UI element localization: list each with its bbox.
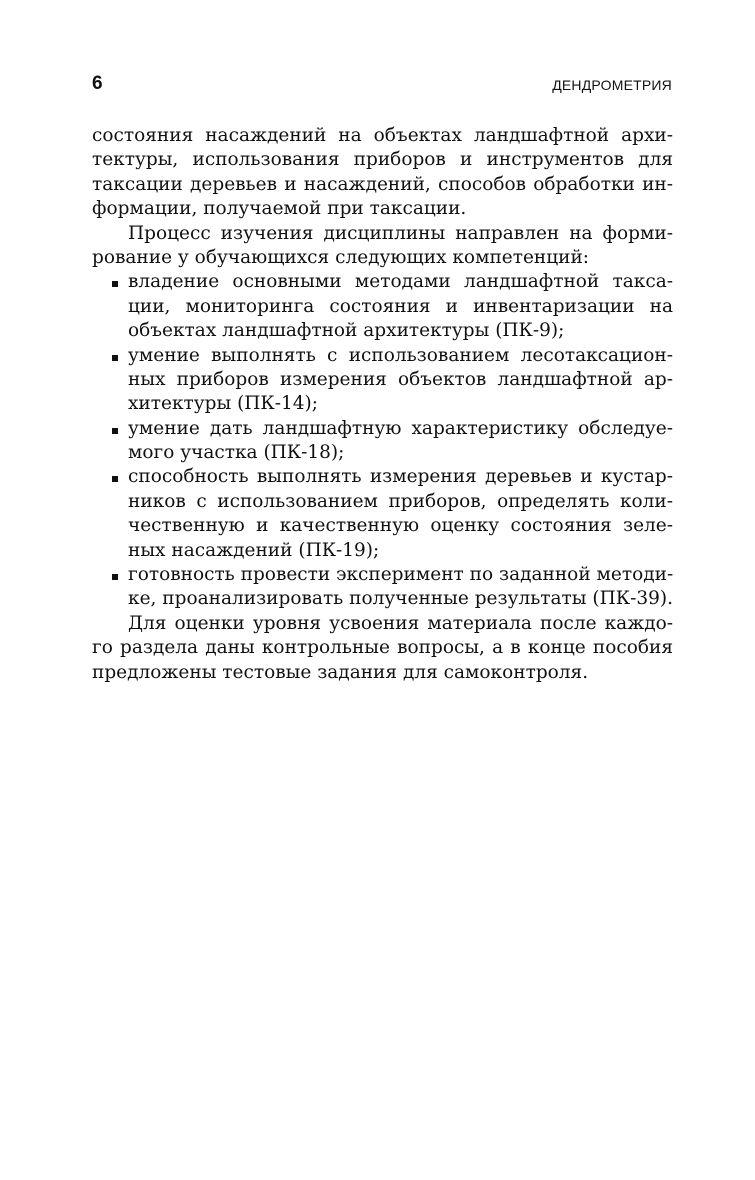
- text-line: рование у обучающихся следующих компетенций:: [92, 246, 590, 268]
- text-line: тектуры, использования приборов и инструментов для: [92, 149, 673, 171]
- text-line: ников с использованием приборов, определять коли-: [128, 490, 673, 512]
- list-item: [92, 563, 673, 612]
- text-line: ции, мониторинга состояния и инвентаризации на: [128, 295, 673, 317]
- text-line: мого участка (ПК-18);: [128, 442, 345, 464]
- bullet-marker: [112, 281, 118, 287]
- text-line: Для оценки уровня усвоения материала после каждо-: [128, 612, 673, 634]
- list-item: [92, 465, 673, 563]
- text-line: го раздела даны контрольные вопросы, а в конце пособия: [92, 637, 673, 659]
- paragraph-competences-intro: [92, 222, 673, 271]
- page-number: 6: [92, 73, 103, 94]
- text-line: Процесс изучения дисциплины направлен на форми-: [128, 222, 673, 244]
- list-item-text: умение выполнять с использованием лесотаксацион-: [128, 344, 673, 366]
- bullet-marker: [112, 355, 118, 361]
- text-line: ных приборов измерения объектов ландшафтной ар-: [128, 368, 673, 390]
- text-line: ных насаждений (ПК-19);: [128, 539, 380, 561]
- paragraph-continued: [92, 124, 673, 222]
- bullet-marker: [112, 428, 118, 434]
- text-line: чественную и качественную оценку состояния зеле-: [128, 515, 673, 537]
- paragraph-assessment: [92, 612, 673, 685]
- bullet-list: [92, 270, 673, 611]
- text-line: объектах ландшафтной архитектуры (ПК-9);: [128, 320, 565, 342]
- text-line: [92, 270, 673, 294]
- text-line: состояния насаждений на объектах ландшафтной архи-: [92, 125, 673, 146]
- text-line: формации, получаемой при таксации.: [92, 198, 467, 220]
- list-item: [92, 344, 673, 417]
- text-line: предложены тестовые задания для самоконтроля.: [92, 661, 589, 683]
- list-item-text: умение дать ландшафтную характеристику обследуе-: [128, 417, 673, 439]
- text-line: таксации деревьев и насаждений, способов обработки ин-: [92, 173, 673, 195]
- text-line: [92, 417, 673, 441]
- bullet-marker: [112, 574, 118, 580]
- list-item: [92, 270, 673, 343]
- text-line: [92, 344, 673, 368]
- body-text: [92, 124, 673, 685]
- bullet-marker: [112, 476, 118, 482]
- list-item: [92, 417, 673, 466]
- text-line: хитектуры (ПК-14);: [128, 393, 318, 415]
- running-head-title: ДЕНДРОМЕТРИЯ: [552, 77, 672, 93]
- text-line: [92, 563, 673, 587]
- list-item-text: владение основными методами ландшафтной такса-: [128, 271, 673, 293]
- list-item-text: готовность провести эксперимент по заданной методи-: [128, 564, 674, 586]
- list-item-text: способность выполнять измерения деревьев и кустар-: [128, 466, 673, 488]
- text-line: ке, проанализировать полученные результаты (ПК-39).: [128, 588, 673, 610]
- text-line: [92, 465, 673, 489]
